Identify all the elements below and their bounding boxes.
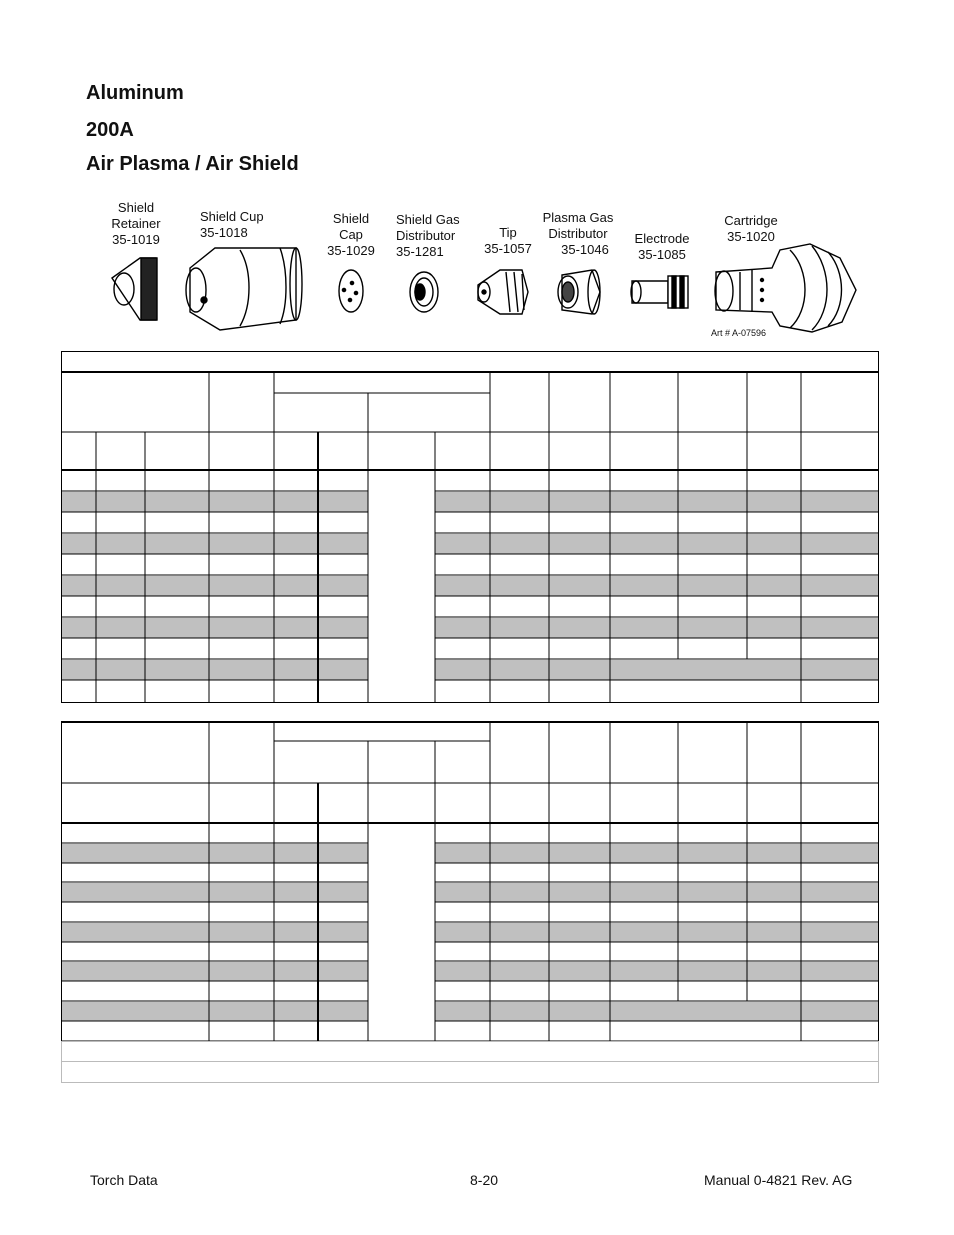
footer-page-number: 8-20	[470, 1172, 499, 1188]
tip-icon	[478, 270, 528, 314]
table-grid-upper	[61, 351, 879, 703]
shield-gas-distributor-icon	[410, 272, 438, 312]
plasma-gas-distributor-icon	[558, 270, 600, 314]
part-label-cartridge: Cartridge 35-1020	[724, 213, 778, 244]
electrode-icon	[631, 276, 688, 308]
amperage-heading: 200A	[86, 119, 134, 141]
art-number: Art # A-07596	[711, 328, 767, 338]
part-label-shield-cap: Shield Cap 35-1029	[327, 211, 375, 258]
shield-cup-icon	[186, 248, 302, 330]
footer-manual-number: Manual 0-4821 Rev. AG	[704, 1172, 853, 1188]
part-label-electrode: Electrode 35-1085	[634, 231, 690, 262]
shield-cap-icon	[339, 270, 363, 312]
footer-section-title: Torch Data	[90, 1172, 158, 1188]
part-label-shield-gas-distributor: Shield Gas Distributor 35-1281	[396, 212, 460, 259]
part-label-shield-cup: Shield Cup 35-1018	[200, 209, 264, 240]
part-label-plasma-gas-distributor: Plasma Gas Distributor 35-1046	[542, 210, 614, 257]
cut-chart-table-metric	[61, 721, 879, 1083]
cartridge-icon	[715, 244, 856, 332]
cut-chart-table-imperial	[61, 351, 879, 703]
notes-rows	[62, 1042, 879, 1083]
material-heading: Aluminum	[86, 82, 184, 104]
part-label-tip: Tip 35-1057	[484, 225, 532, 256]
gas-heading: Air Plasma / Air Shield	[86, 153, 299, 175]
table-grid-lower	[61, 721, 879, 1083]
shaded-rows-lower	[61, 844, 879, 1021]
shaded-rows-upper	[61, 492, 879, 680]
part-label-shield-retainer: Shield Retainer 35-1019	[111, 200, 161, 247]
consumable-parts-illustration	[0, 235, 954, 335]
shield-retainer-icon	[112, 258, 157, 320]
